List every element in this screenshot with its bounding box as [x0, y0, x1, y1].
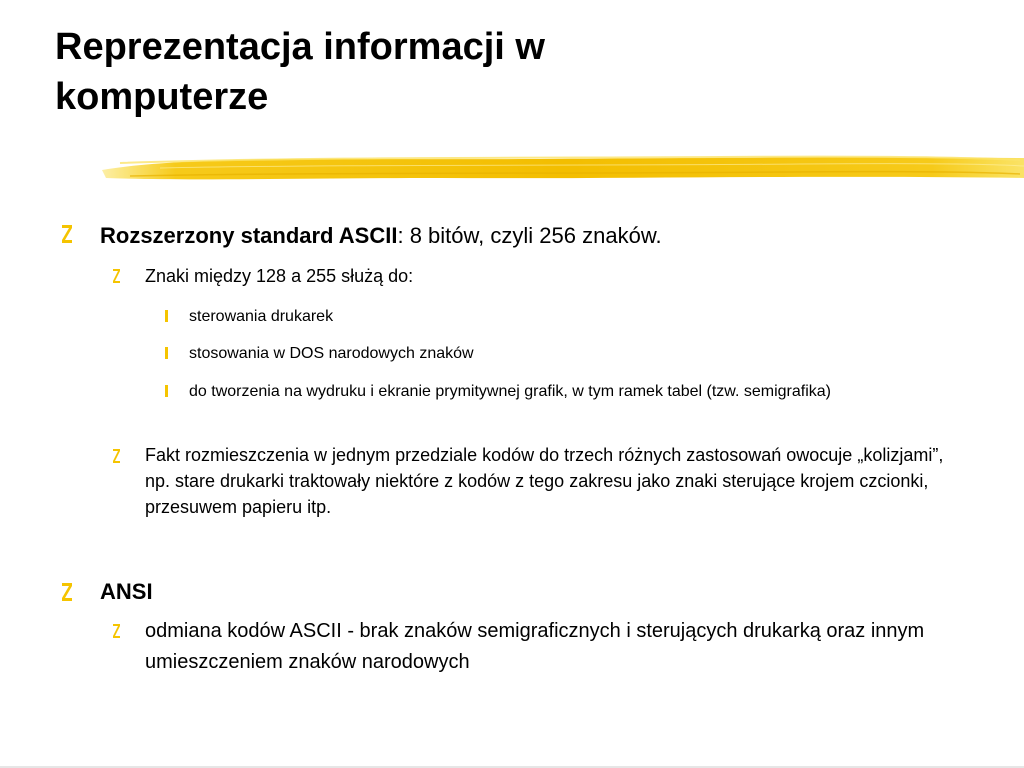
bar-bullet-icon	[165, 385, 169, 397]
ansi-heading: ANSI	[100, 579, 153, 604]
ansi-description-text: odmiana kodów ASCII - brak znaków semigraficznych i sterujących drukarką oraz innym umieszczeniem znaków narodowych	[145, 620, 925, 673]
dos-national-text: stosowania w DOS narodowych znaków	[189, 345, 474, 362]
z-bullet-icon	[113, 449, 120, 463]
ascii-description: : 8 bitów, czyli 256 znaków.	[397, 223, 662, 248]
z-bullet-icon	[62, 583, 72, 601]
chars-128-255-text: Znaki między 128 a 255 służą do:	[145, 266, 414, 286]
z-bullet-icon	[113, 624, 120, 638]
bar-bullet-icon	[165, 347, 169, 359]
z-bullet-icon	[62, 225, 72, 243]
semigraphics-text: do tworzenia na wydruku i ekranie prymitywnej grafik, w tym ramek tabel (tzw. semigrafika)	[189, 383, 831, 400]
slide-title-line-2: komputerze	[55, 76, 269, 118]
bar-bullet-icon	[165, 310, 169, 322]
collisions-text: Fakt rozmieszczenia w jednym przedziale kodów do trzech różnych zastosowań owocuje „kolizjami”, np. stare drukarki traktowały niektóre z kodów z tego zakresu jako znaki sterujące krojem czcionki, przesuwem papieru itp.	[145, 445, 944, 517]
printer-control-text: sterowania drukarek	[189, 308, 334, 325]
ascii-heading: Rozszerzony standard ASCII	[100, 223, 398, 248]
slide-title-line-1: Reprezentacja informacji w	[55, 26, 545, 68]
z-bullet-icon	[113, 269, 120, 283]
